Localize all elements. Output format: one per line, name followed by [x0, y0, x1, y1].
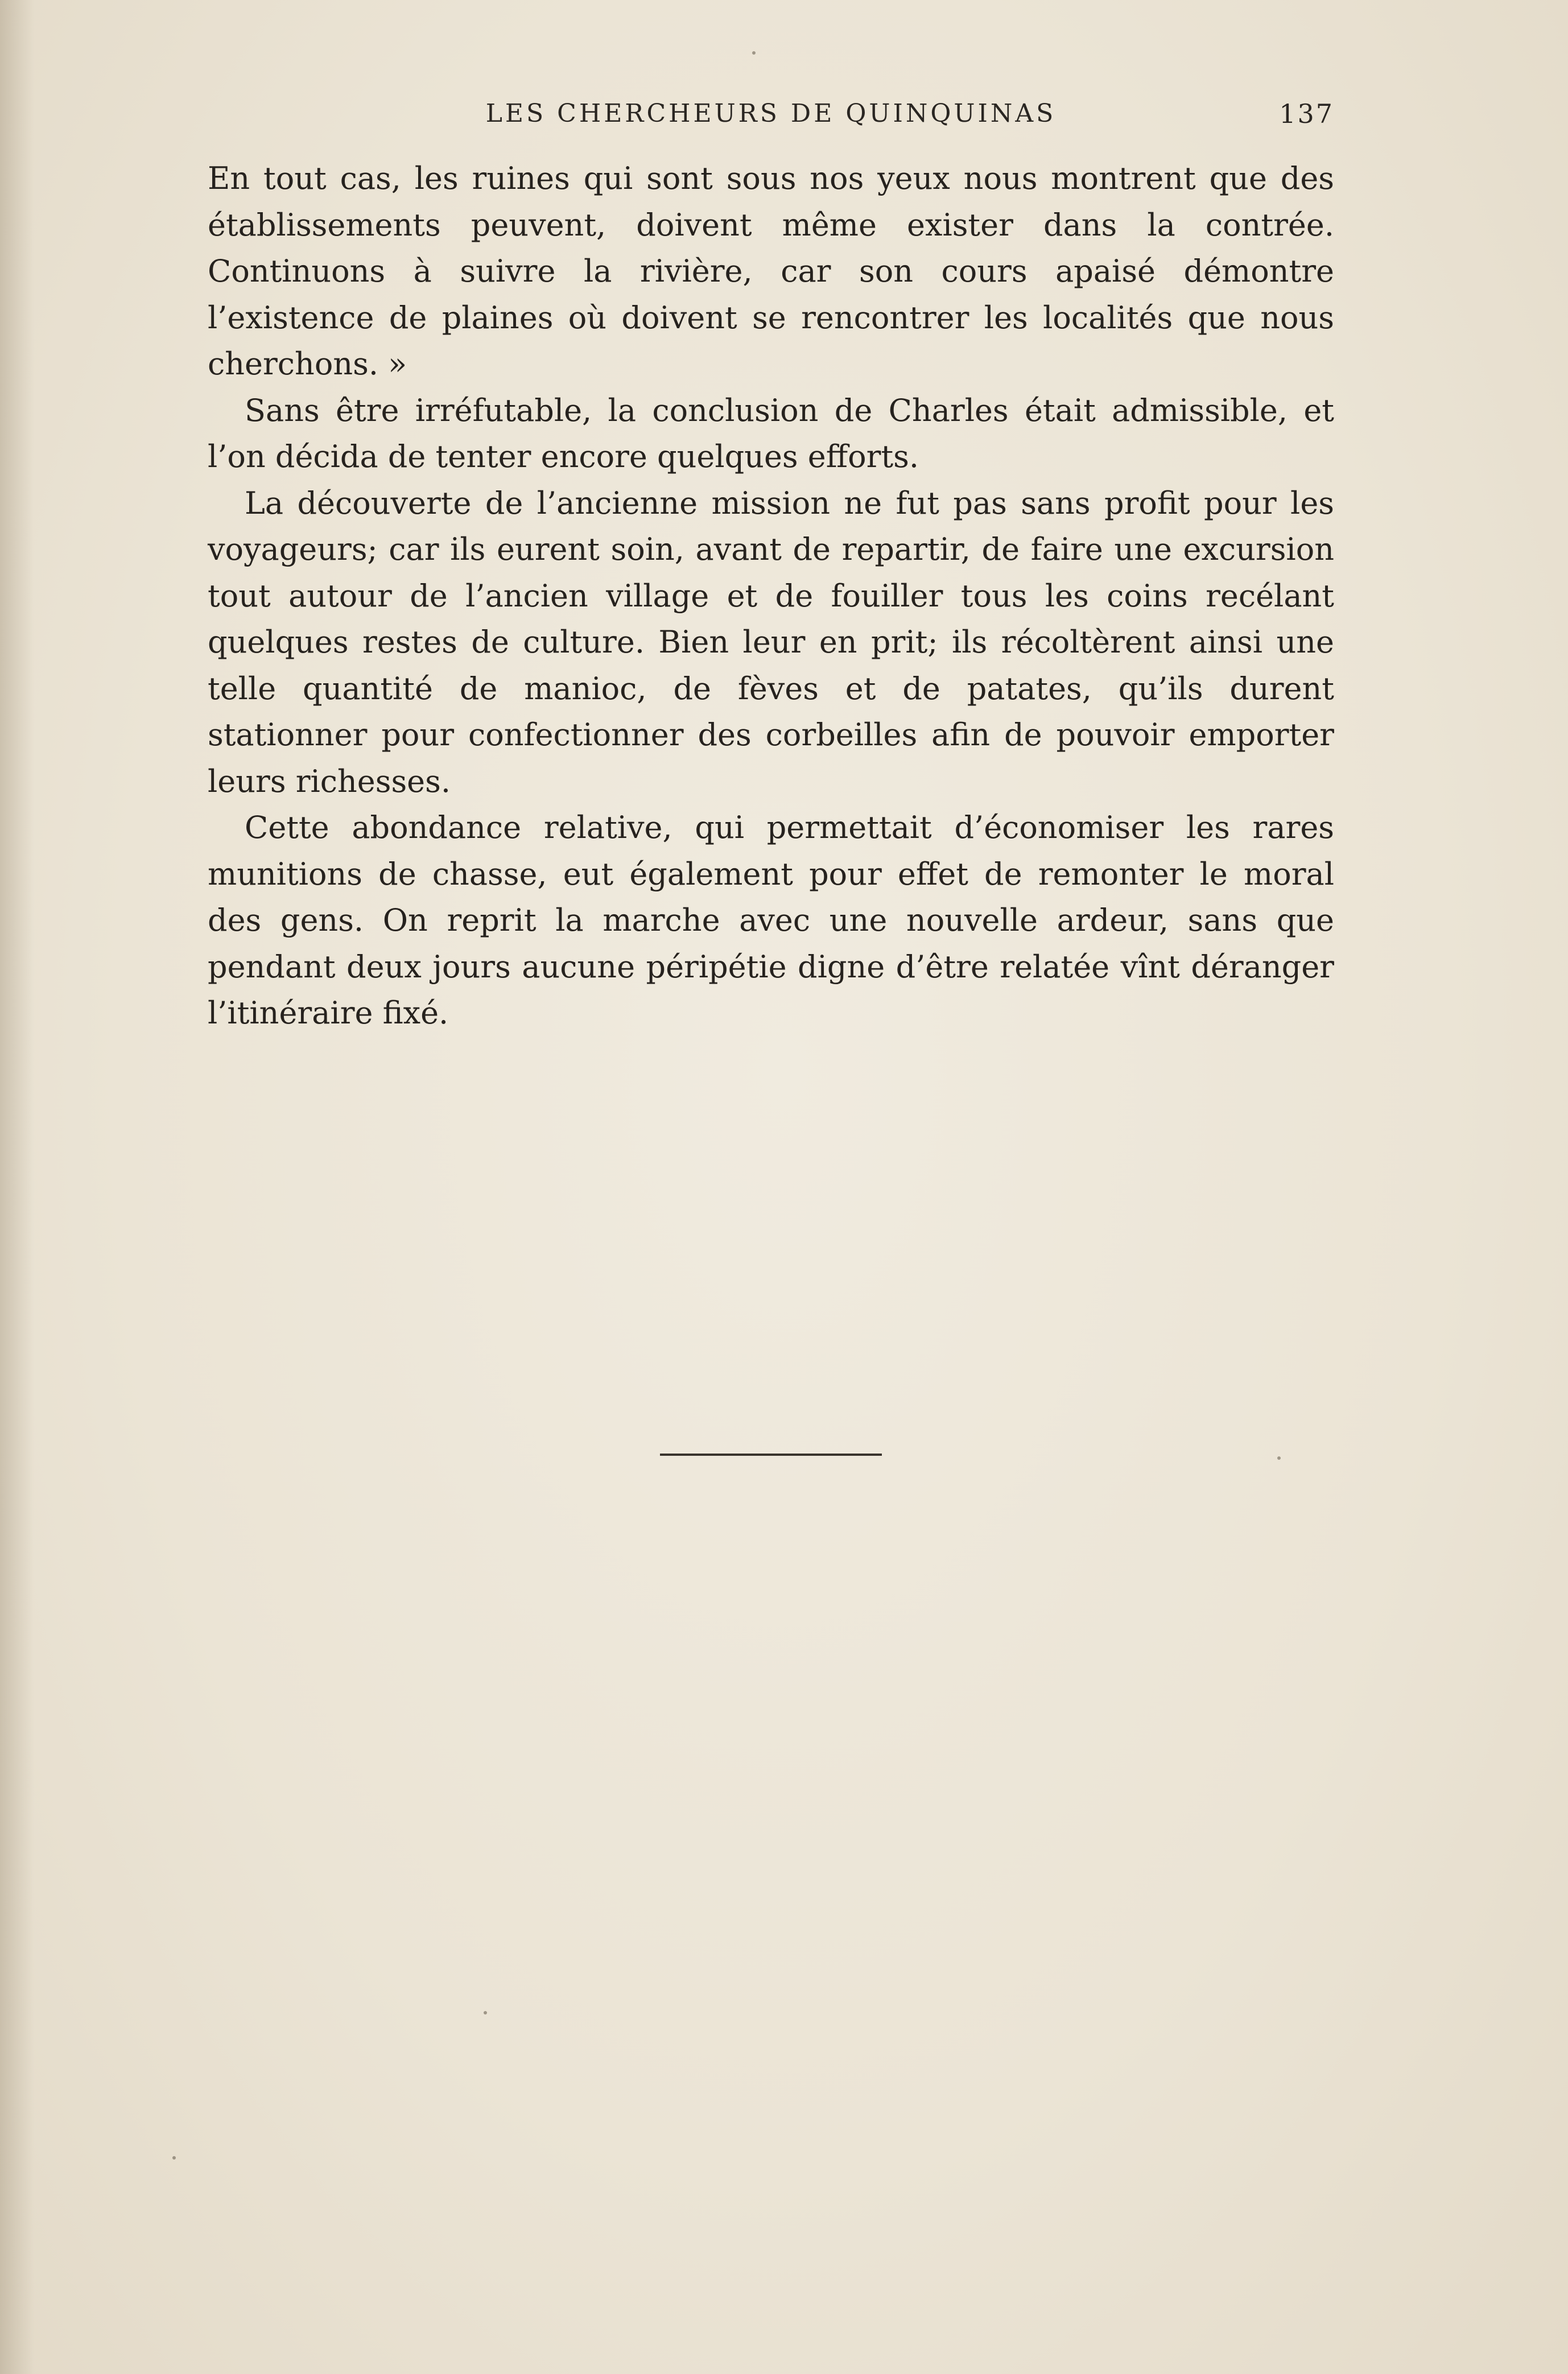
paragraph: La découverte de l’ancienne mission ne fut pas sans profit pour les voyageurs; car ils eurent soin, avant de repartir, de faire une excursion tout autour de l’ancien village et de fouiller tous les coins recélant quelques restes de culture. Bien leur en prit; ils récoltèrent ainsi une telle quantité de manioc, de fèves et de patates, qu’ils durent stationner pour confectionner des corbeilles afin de pouvoir emporter leurs richesses.	[208, 485, 1334, 799]
running-title: LES CHERCHEURS DE QUINQUINAS	[485, 99, 1057, 128]
body-text	[208, 155, 1334, 1037]
running-header	[208, 94, 1334, 134]
paper-speck	[484, 2011, 487, 2014]
paragraph: Sans être irréfutable, la conclusion de Charles était admissible, et l’on décida de tenter encore quelques efforts.	[208, 392, 1334, 474]
paper-speck	[172, 2156, 176, 2160]
paper-speck	[1277, 1456, 1281, 1460]
paragraph: Cette abondance relative, qui permettait d’économiser les rares munitions de chasse, eut également pour effet de remonter le moral des gens. On reprit la marche avec une nouvelle ardeur, sans que pendant deux jours aucune péripétie digne d’être relatée vînt déranger l’itinéraire fixé.	[208, 810, 1334, 1031]
paper-speck	[752, 51, 756, 55]
page-edge-shadow	[0, 0, 34, 2374]
page-number: 137	[1279, 98, 1334, 129]
paragraph: En tout cas, les ruines qui sont sous nos yeux nous montrent que des établissements peuvent, doivent même exister dans la contrée. Continuons à suivre la rivière, car son cours apaisé démontre l’existence de plaines où doivent se rencontrer les localités que nous cherchons. »	[208, 160, 1334, 382]
chapter-end-rule	[660, 1454, 882, 1456]
